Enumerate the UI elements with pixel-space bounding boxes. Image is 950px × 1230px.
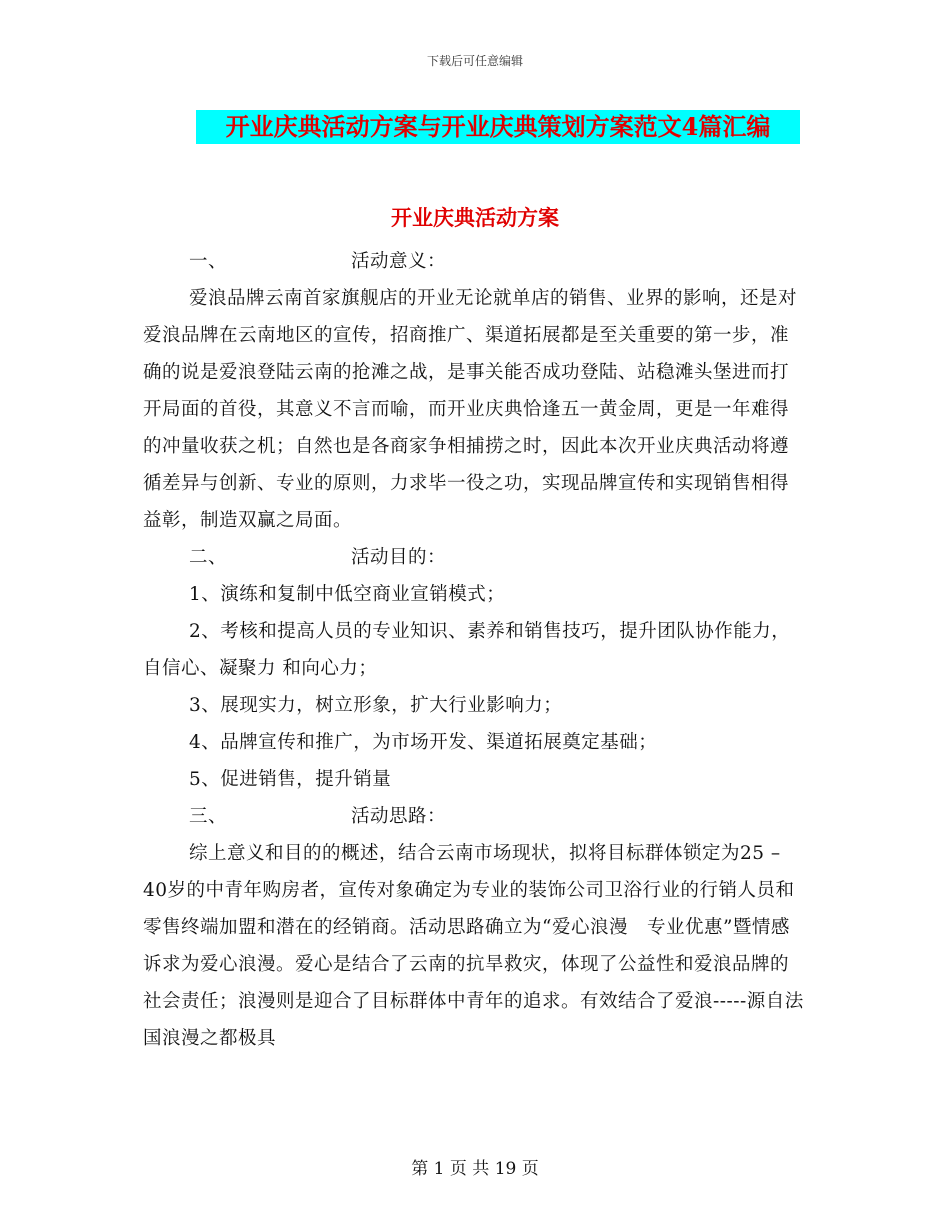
paragraph: 综上意义和目的的概述，结合云南市场现状，拟将目标群体锁定为25 – 40岁的中青年购房者，宣传对象确定为专业的装饰公司卫浴行业的行销人员和零售终端加盟和潜在的经销商。活动思路确立为“爱心浪漫 专业优惠”暨情感诉求为爱心浪漫。爱心是结合了云南的抗旱救灾，体现了公益性和爱浪品牌的社会责任；浪漫则是迎合了目标群体中青年的追求。有效结合了爱浪-----源自法国浪漫之都极具 bbox=[143, 843, 804, 1049]
section-heading-text: 活动意义： bbox=[351, 251, 447, 272]
page-header-note: 下载后可任意编辑 bbox=[426, 54, 523, 68]
section-heading-text: 活动目的： bbox=[351, 547, 447, 568]
list-item: 5、促进销售，提升销量 bbox=[189, 769, 392, 790]
paragraph: 爱浪品牌云南首家旗舰店的开业无论就单店的销售、业界的影响，还是对爱浪品牌在云南地区的宣传，招商推广、渠道拓展都是至关重要的第一步，准确的说是爱浪登陆云南的抢滩之战，是事关能否成功登陆、站稳滩头堡进而打开局面的首役，其意义不言而喻，而开业庆典恰逢五一黄金周，更是一年难得的冲量收获之机；自然也是各商家争相捕捞之时，因此本次开业庆典活动将遵循差异与创新、专业的原则，力求毕一役之功，实现品牌宣传和实现销售相得益彰，制造双赢之局面。 bbox=[143, 288, 798, 531]
section-number: 一、 bbox=[189, 251, 228, 272]
section-number: 三、 bbox=[189, 806, 228, 827]
document-body bbox=[143, 243, 807, 1057]
list-item: 2、考核和提高人员的专业知识、素养和销售技巧，提升团队协作能力，自信心、凝聚力 和向心力； bbox=[143, 621, 791, 679]
section-heading-2 bbox=[143, 539, 807, 576]
list-item: 3、展现实力，树立形象，扩大行业影响力； bbox=[189, 695, 563, 716]
page-footer-number: 第 1 页 共 19 页 bbox=[411, 1159, 539, 1179]
section-heading-3 bbox=[143, 798, 807, 835]
list-item: 4、品牌宣传和推广，为市场开发、渠道拓展奠定基础； bbox=[189, 732, 658, 753]
document-main-title: 开业庆典活动方案与开业庆典策划方案范文4篇汇编 bbox=[196, 110, 800, 144]
section-heading-text: 活动思路： bbox=[351, 806, 447, 827]
document-sub-title: 开业庆典活动方案 bbox=[391, 205, 559, 230]
section-number: 二、 bbox=[189, 547, 228, 568]
section-heading-1 bbox=[143, 243, 807, 280]
list-item: 1、演练和复制中低空商业宣销模式； bbox=[189, 584, 506, 605]
